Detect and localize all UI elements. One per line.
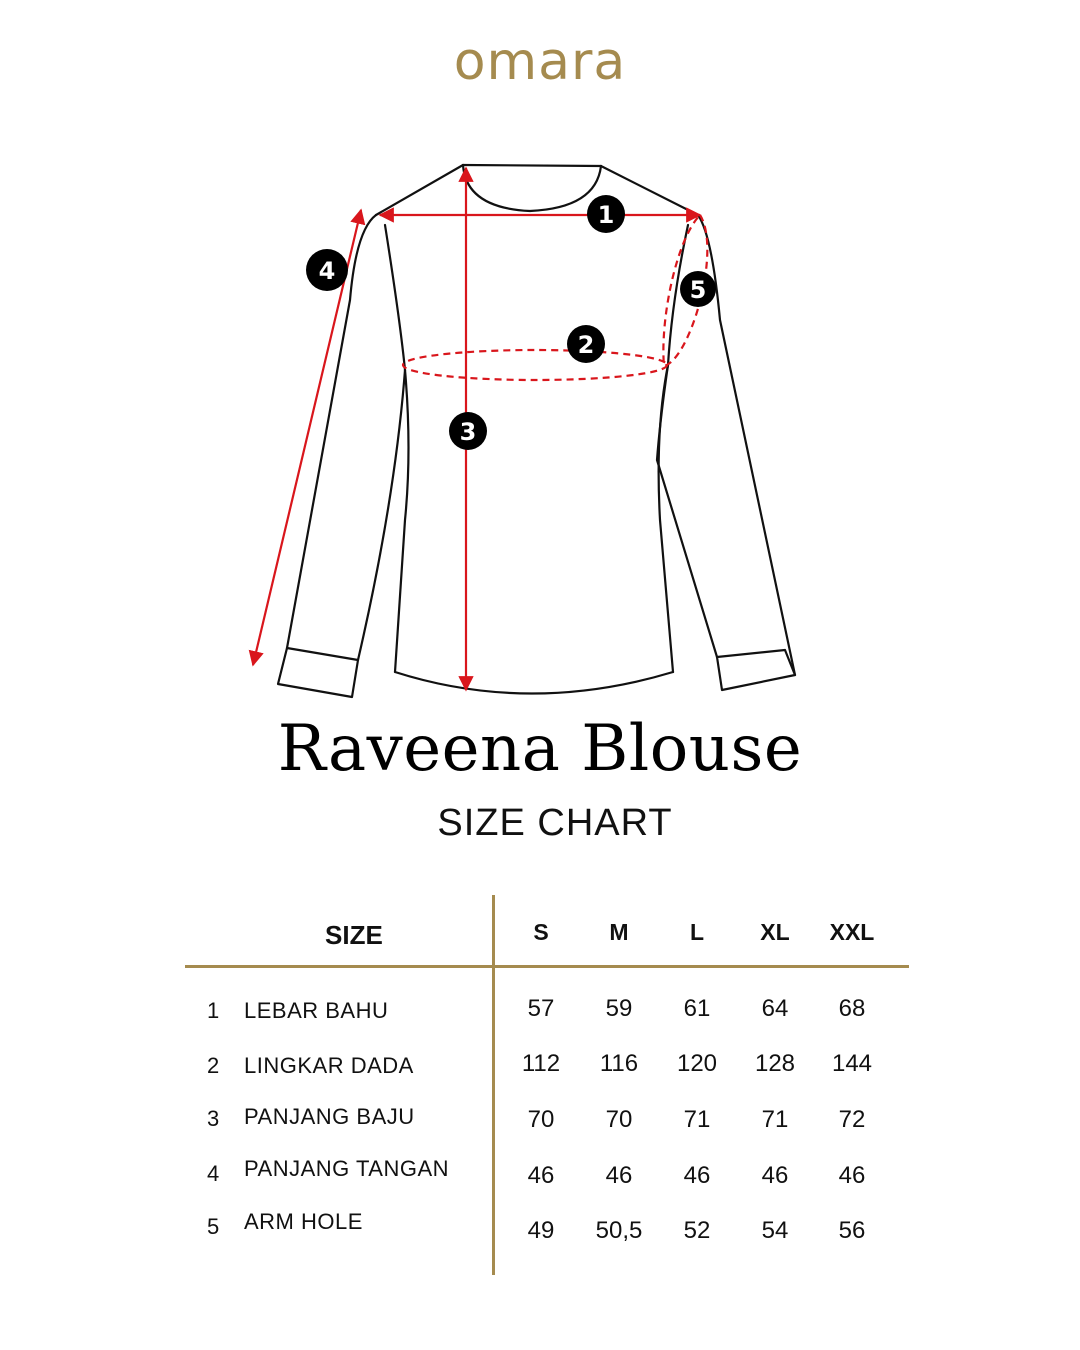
cell-xl: 64 (761, 995, 789, 1022)
row-label: PANJANG BAJU (244, 1104, 415, 1129)
cell-l: 120 (676, 1050, 718, 1077)
marker-5: 5 (689, 276, 707, 304)
marker-2: 2 (577, 331, 595, 359)
table-row (185, 1209, 909, 1257)
cell-l: 52 (683, 1217, 711, 1244)
row-number: 2 (207, 1053, 220, 1078)
table-row (185, 1106, 909, 1146)
cell-xl: 128 (754, 1050, 796, 1077)
cell-xxl: 144 (831, 1050, 873, 1077)
cell-xxl: 68 (838, 995, 866, 1022)
marker-3: 3 (459, 418, 477, 446)
row-label: LINGKAR DADA (244, 1053, 414, 1078)
measure-markers (306, 195, 716, 450)
product-title: Raveena Blouse (277, 712, 803, 786)
size-header-l: L (689, 919, 705, 945)
size-chart-subtitle: SIZE CHART (437, 802, 673, 844)
row-number: 4 (207, 1161, 220, 1186)
header-rule (185, 965, 909, 968)
cell-l: 46 (683, 1162, 711, 1189)
size-header-xxl: XXL (829, 919, 875, 945)
size-header-s: S (533, 919, 549, 945)
row-number: 1 (207, 998, 220, 1023)
cell-m: 46 (605, 1162, 633, 1189)
cell-s: 112 (521, 1050, 561, 1077)
blouse-outline (278, 165, 795, 697)
row-number: 5 (207, 1214, 220, 1239)
cell-xl: 46 (761, 1162, 789, 1189)
cell-xxl: 46 (838, 1162, 866, 1189)
cell-m: 50,5 (595, 1217, 643, 1244)
row-number: 3 (207, 1106, 220, 1131)
row-label: PANJANG TANGAN (244, 1156, 450, 1181)
row-label: LEBAR BAHU (244, 998, 389, 1023)
cell-m: 116 (599, 1050, 639, 1077)
cell-xxl: 56 (838, 1217, 866, 1244)
table-row (185, 1156, 909, 1202)
cell-s: 46 (527, 1162, 555, 1189)
cell-s: 49 (527, 1217, 555, 1244)
size-header: SIZE (325, 920, 383, 950)
brand-logo: omara (453, 32, 627, 92)
cell-s: 57 (527, 995, 555, 1022)
cell-l: 71 (683, 1106, 711, 1133)
cell-m: 59 (605, 995, 633, 1022)
marker-1: 1 (597, 201, 615, 229)
cell-m: 70 (605, 1106, 633, 1133)
size-header-m: M (609, 919, 629, 945)
table-row (185, 995, 909, 1035)
cell-xl: 54 (761, 1217, 789, 1244)
size-table (185, 895, 909, 1275)
cell-xxl: 72 (838, 1106, 866, 1133)
row-label: ARM HOLE (244, 1209, 363, 1234)
table-row (185, 1050, 909, 1090)
cell-s: 70 (527, 1106, 555, 1133)
cell-xl: 71 (761, 1106, 789, 1133)
marker-4: 4 (318, 257, 336, 285)
chest-circumference-line (403, 350, 667, 380)
size-header-xl: XL (760, 919, 790, 945)
cell-l: 61 (683, 995, 711, 1022)
